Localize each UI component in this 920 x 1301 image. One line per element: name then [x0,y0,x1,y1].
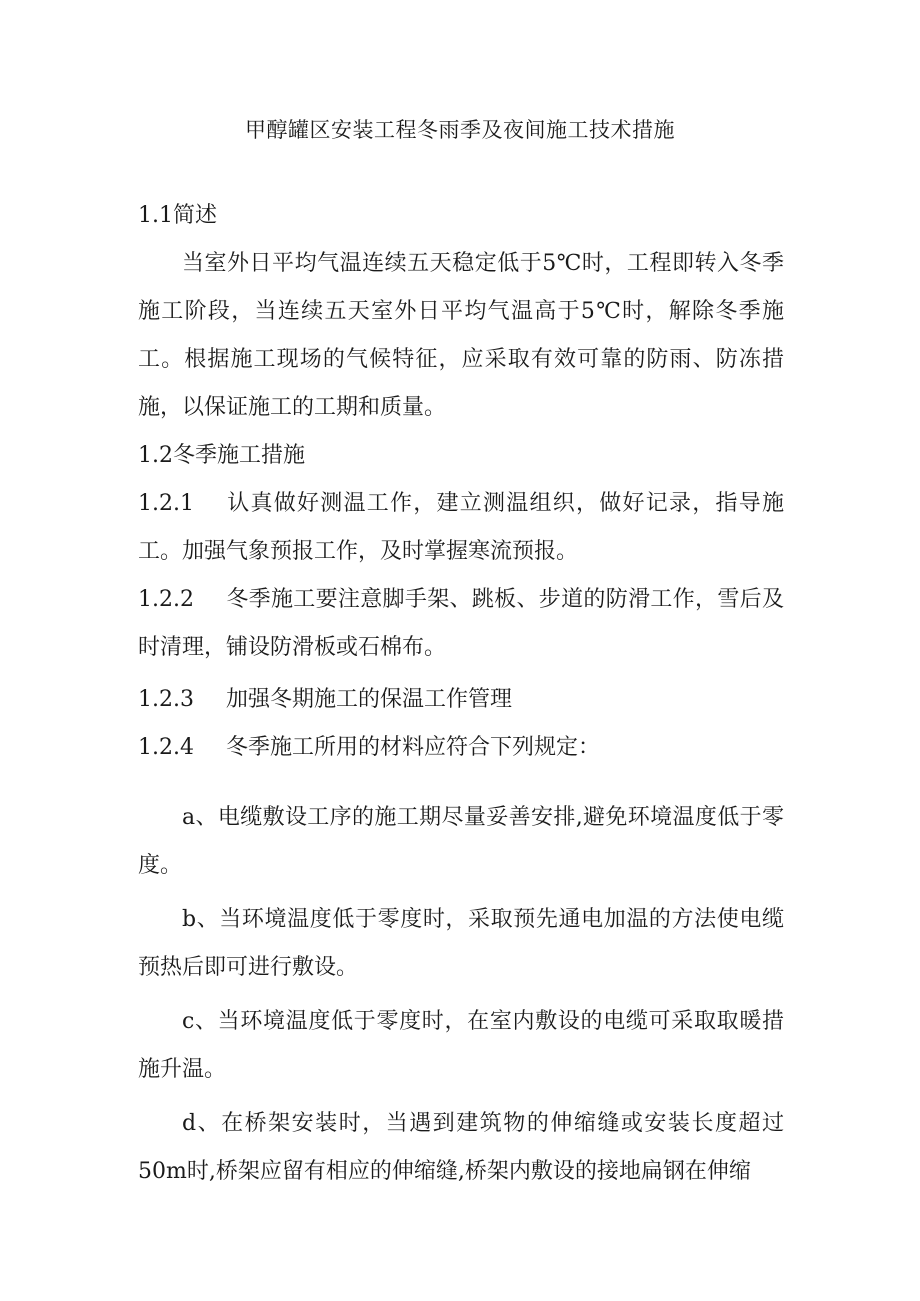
clause-text: 冬季施工要注意脚手架、跳板、步道的防滑工作，雪后及时清理，铺设防滑板或石棉布。 [138,587,784,660]
clause-number: 1.2.3 [138,687,194,712]
clause-text: 加强冬期施工的保温工作管理 [226,687,513,712]
clause-1-2-2 [138,576,784,672]
clause-number: 1.2.4 [138,735,194,760]
clause-number: 1.2.2 [138,587,194,612]
clause-1-2-1 [138,480,784,576]
clause-1-2-3 [138,676,784,724]
list-item-a: a、电缆敷设工序的施工期尽量妥善安排,避免环境温度低于零度。 [138,805,784,878]
document-body [138,192,784,1196]
clause-1-2-4 [138,724,784,772]
document-title: 甲醇罐区安装工程冬雨季及夜间施工技术措施 [245,118,675,142]
section-heading-1-1: 1.1简述 [138,203,217,228]
list-item-c: c、当环境温度低于零度时，在室内敷设的电缆可采取取暖措施升温。 [138,1009,784,1082]
clause-text: 认真做好测温工作，建立测温组织，做好记录，指导施工。加强气象预报工作，及时掌握寒流预报。 [138,491,784,564]
list-item-d: d、在桥架安装时，当遇到建筑物的伸缩缝或安装长度超过50m时,桥架应留有相应的伸缩缝,桥架内敷设的接地扁钢在伸缩 [138,1111,784,1184]
clause-number: 1.2.1 [138,491,194,516]
section-1-1-paragraph: 当室外日平均气温连续五天稳定低于5℃时，工程即转入冬季施工阶段，当连续五天室外日平均气温高于5℃时，解除冬季施工。根据施工现场的气候特征，应采取有效可靠的防雨、防冻措施，以保证施工的工期和质量。 [138,251,784,420]
section-heading-1-2: 1.2冬季施工措施 [138,443,305,468]
list-item-b: b、当环境温度低于零度时，采取预先通电加温的方法使电缆预热后即可进行敷设。 [138,907,784,980]
clause-text: 冬季施工所用的材料应符合下列规定： [226,735,601,760]
